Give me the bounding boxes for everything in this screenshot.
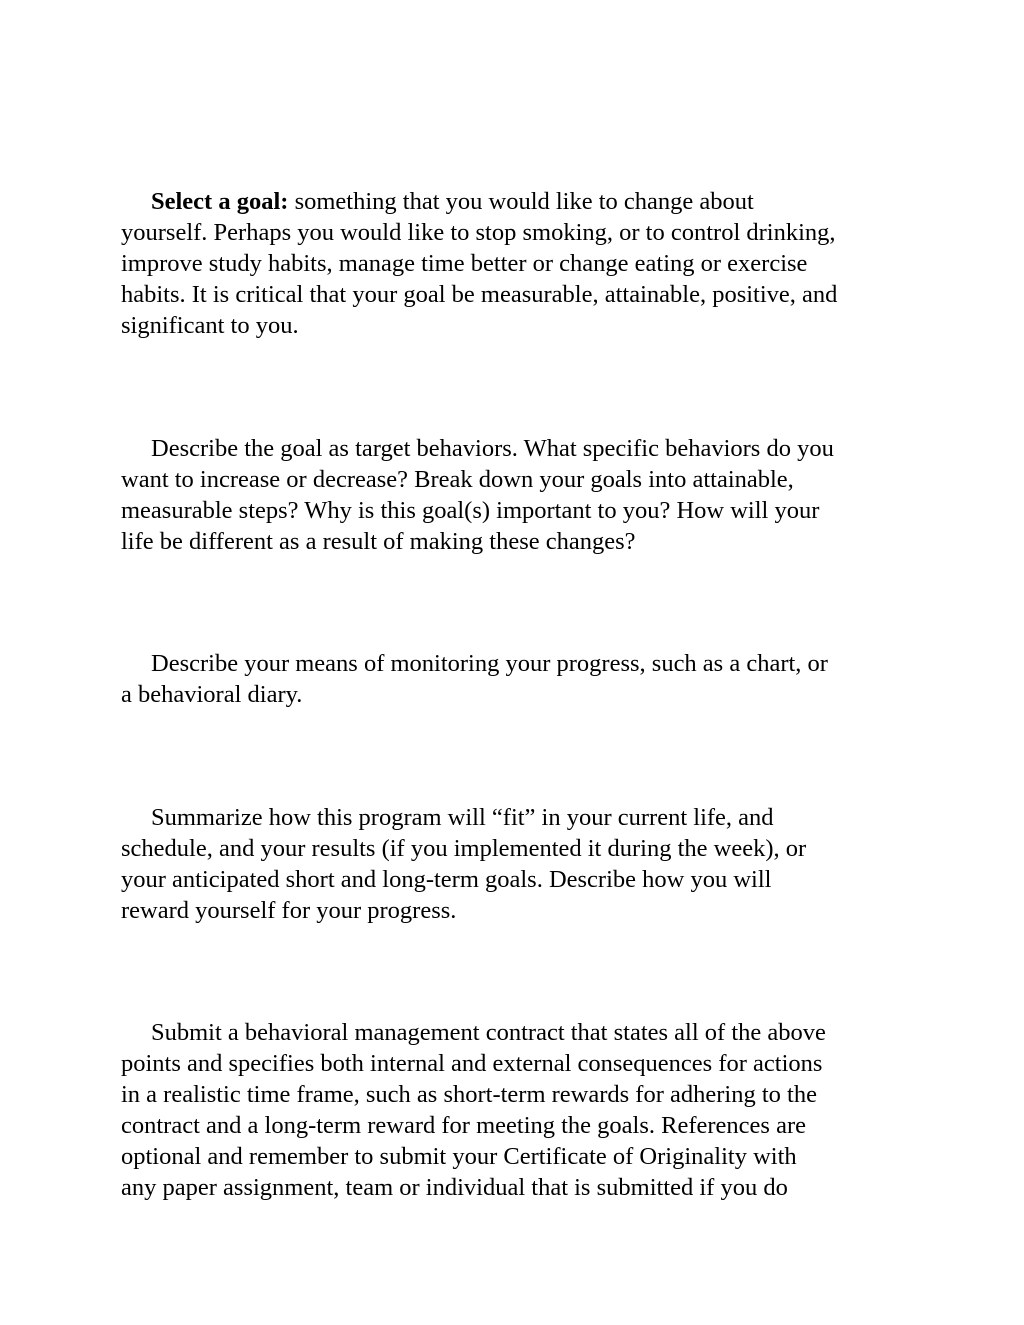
paragraph-line: contract and a long-term reward for meeting the goals. References are [121, 1112, 806, 1139]
paragraph-line: want to increase or decrease? Break down your goals into attainable, [121, 466, 794, 493]
paragraph-line: improve study habits, manage time better or change eating or exercise [121, 250, 808, 277]
paragraph-line: schedule, and your results (if you implemented it during the week), or [121, 835, 807, 862]
paragraph-describe-goal [121, 433, 921, 557]
paragraph-select-goal [121, 186, 921, 341]
paragraph-line: in a realistic time frame, such as short-term rewards for adhering to the [121, 1081, 817, 1108]
paragraph-monitoring [121, 648, 921, 710]
paragraph-line: Submit a behavioral management contract that states all of the above [151, 1019, 826, 1046]
paragraph-line [121, 186, 921, 217]
paragraph-submit-contract [121, 1017, 921, 1203]
paragraph-line: Summarize how this program will “fit” in your current life, and [151, 804, 774, 831]
paragraph-line: measurable steps? Why is this goal(s) important to you? How will your [121, 497, 820, 524]
paragraph-text: something that you would like to change about [288, 188, 754, 215]
paragraph-line: Describe the goal as target behaviors. What specific behaviors do you [151, 435, 834, 462]
paragraph-line: any paper assignment, team or individual that is submitted if you do [121, 1174, 788, 1201]
paragraph-summarize [121, 802, 921, 926]
paragraph-line: a behavioral diary. [121, 681, 303, 708]
paragraph-line: reward yourself for your progress. [121, 897, 457, 924]
paragraph-line: your anticipated short and long-term goals. Describe how you will [121, 866, 772, 893]
paragraph-line: habits. It is critical that your goal be measurable, attainable, positive, and [121, 281, 838, 308]
paragraph-line: optional and remember to submit your Certificate of Originality with [121, 1143, 797, 1170]
select-goal-heading: Select a goal: [151, 188, 289, 215]
paragraph-line: life be different as a result of making these changes? [121, 528, 636, 555]
paragraph-line: points and specifies both internal and external consequences for actions [121, 1050, 823, 1077]
paragraph-line: Describe your means of monitoring your progress, such as a chart, or [151, 650, 828, 677]
paragraph-line: yourself. Perhaps you would like to stop smoking, or to control drinking, [121, 219, 836, 246]
paragraph-line: significant to you. [121, 312, 299, 339]
